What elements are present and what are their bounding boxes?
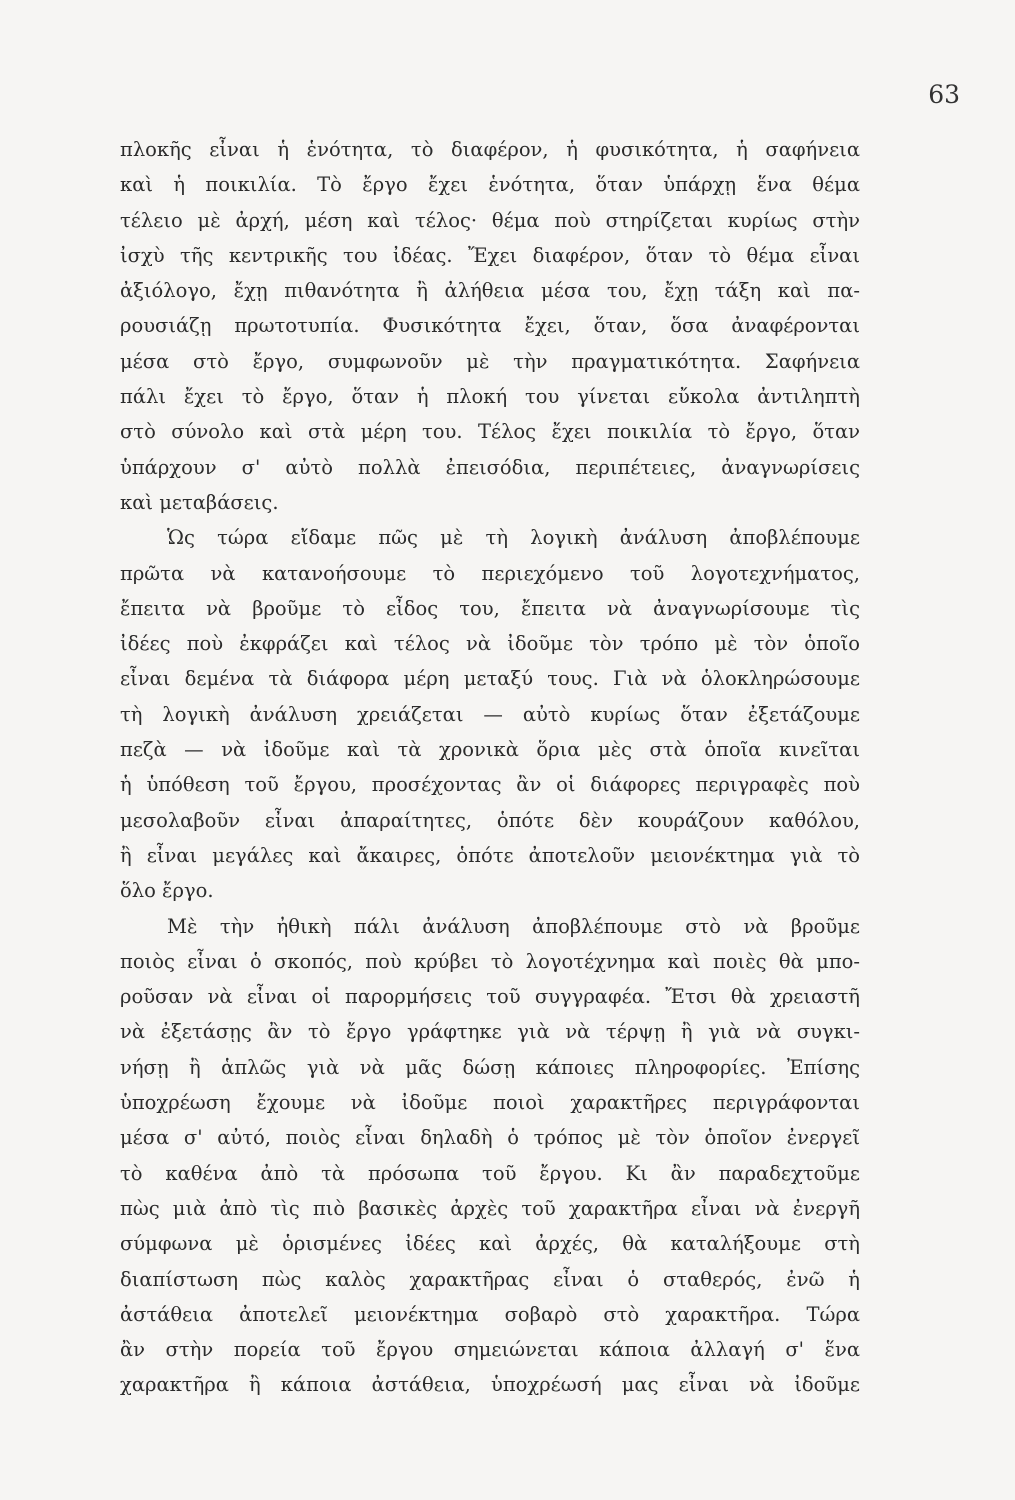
text-line: πὼς μιὰ ἀπὸ τὶς πιὸ βασικὲς ἀρχὲς τοῦ χαρακτῆρα εἶναι νὰ ἐνεργῆ <box>120 1196 860 1220</box>
text-line: πρῶτα νὰ κατανοήσουμε τὸ περιεχόμενο τοῦ λογοτεχνήματος, <box>120 561 860 585</box>
text-line: μεσολαβοῦν εἶναι ἀπαραίτητες, ὁπότε δὲν κουράζουν καθόλου, <box>120 808 860 832</box>
text-line: ὑπάρχουν σ' αὐτὸ πολλὰ ἐπεισόδια, περιπέτειες, ἀναγνωρίσεις <box>120 455 860 479</box>
text-line: μέσα σ' αὐτό, ποιὸς εἶναι δηλαδὴ ὁ τρόπος μὲ τὸν ὁποῖον ἐνεργεῖ <box>120 1126 860 1150</box>
text-line: Μὲ τὴν ἠθικὴ πάλι ἀνάλυση ἀποβλέπουμε στὸ νὰ βροῦμε <box>167 914 860 938</box>
page-number: 63 <box>928 80 960 109</box>
text-line: νήσῃ ἢ ἁπλῶς γιὰ νὰ μᾶς δώσῃ κάποιες πληροφορίες. Ἐπίσης <box>120 1055 860 1079</box>
text-line: στὸ σύνολο καὶ στὰ μέρη του. Τέλος ἔχει ποικιλία τὸ ἔργο, ὅταν <box>120 420 860 444</box>
text-line: ἢ εἶναι μεγάλες καὶ ἄκαιρες, ὁπότε ἀποτελοῦν μειονέκτημα γιὰ τὸ <box>120 843 860 867</box>
paragraph <box>120 909 860 1403</box>
text-line: καὶ μεταβάσεις. <box>120 490 279 514</box>
text-line: ἰσχὺ τῆς κεντρικῆς του ἰδέας. Ἔχει διαφέρον, ὅταν τὸ θέμα εἶναι <box>120 243 860 267</box>
text-line: πλοκῆς εἶναι ἡ ἑνότητα, τὸ διαφέρον, ἡ φυσικότητα, ἡ σαφήνεια <box>120 138 860 161</box>
text-line: νὰ ἐξετάσῃς ἂν τὸ ἔργο γράφτηκε γιὰ νὰ τέρψῃ ἢ γιὰ νὰ συγκι- <box>120 1020 860 1044</box>
text-line: διαπίστωση πὼς καλὸς χαρακτῆρας εἶναι ὁ σταθερός, ἐνῶ ἡ <box>120 1267 860 1291</box>
text-line: τὸ καθένα ἀπὸ τὰ πρόσωπα τοῦ ἔργου. Κι ἂν παραδεχτοῦμε <box>120 1161 860 1185</box>
text-line: ποιὸς εἶναι ὁ σκοπός, ποὺ κρύβει τὸ λογοτέχνημα καὶ ποιὲς θὰ μπο- <box>120 949 860 973</box>
text-line: ἀξιόλογο, ἔχῃ πιθανότητα ἢ ἀλήθεια μέσα του, ἔχῃ τάξη καὶ πα- <box>120 279 860 303</box>
paragraph <box>120 520 860 908</box>
text-line: Ὡς τώρα εἴδαμε πῶς μὲ τὴ λογικὴ ἀνάλυση ἀποβλέπουμε <box>167 526 860 550</box>
text-line: μέσα στὸ ἔργο, συμφωνοῦν μὲ τὴν πραγματικότητα. Σαφήνεια <box>120 349 860 373</box>
text-line: πάλι ἔχει τὸ ἔργο, ὅταν ἡ πλοκή του γίνεται εὔκολα ἀντιληπτὴ <box>120 385 860 409</box>
text-line: εἶναι δεμένα τὰ διάφορα μέρη μεταξύ τους. Γιὰ νὰ ὁλοκληρώσουμε <box>120 667 860 691</box>
text-line: ρουσιάζῃ πρωτοτυπία. Φυσικότητα ἔχει, ὅταν, ὅσα ἀναφέρονται <box>120 314 860 338</box>
text-line: σύμφωνα μὲ ὁρισμένες ἰδέες καὶ ἀρχές, θὰ καταλήξουμε στὴ <box>120 1232 860 1256</box>
body-text <box>120 132 860 1403</box>
text-line: ἡ ὑπόθεση τοῦ ἔργου, προσέχοντας ἂν οἱ διάφορες περιγραφὲς ποὺ <box>120 773 860 797</box>
text-line: ἀστάθεια ἀποτελεῖ μειονέκτημα σοβαρὸ στὸ χαρακτῆρα. Τώρα <box>120 1302 860 1326</box>
text-line: ἰδέες ποὺ ἐκφράζει καὶ τέλος νὰ ἰδοῦμε τὸν τρόπο μὲ τὸν ὁποῖο <box>120 632 860 656</box>
text-line: χαρακτῆρα ἢ κάποια ἀστάθεια, ὑποχρέωσή μας εἶναι νὰ ἰδοῦμε <box>120 1373 860 1397</box>
text-line: ροῦσαν νὰ εἶναι οἱ παρορμήσεις τοῦ συγγραφέα. Ἔτσι θὰ χρειαστῆ <box>120 985 860 1009</box>
text-line: ἂν στὴν πορεία τοῦ ἔργου σημειώνεται κάποια ἀλλαγή σ' ἕνα <box>120 1338 860 1362</box>
text-line: ὅλο ἔργο. <box>120 879 214 903</box>
text-line: πεζὰ — νὰ ἰδοῦμε καὶ τὰ χρονικὰ ὅρια μὲς στὰ ὁποῖα κινεῖται <box>120 738 860 762</box>
text-line: ὑποχρέωση ἔχουμε νὰ ἰδοῦμε ποιοὶ χαρακτῆρες περιγράφονται <box>120 1091 860 1115</box>
paragraph <box>120 132 860 520</box>
text-line: καὶ ἡ ποικιλία. Τὸ ἔργο ἔχει ἑνότητα, ὅταν ὑπάρχῃ ἕνα θέμα <box>120 173 860 197</box>
text-line: ἔπειτα νὰ βροῦμε τὸ εἶδος του, ἔπειτα νὰ ἀναγνωρίσουμε τὶς <box>120 596 860 620</box>
text-line: τὴ λογικὴ ἀνάλυση χρειάζεται — αὐτὸ κυρίως ὅταν ἐξετάζουμε <box>120 702 860 726</box>
text-line: τέλειο μὲ ἀρχή, μέση καὶ τέλος· θέμα ποὺ στηρίζεται κυρίως στὴν <box>120 208 860 232</box>
